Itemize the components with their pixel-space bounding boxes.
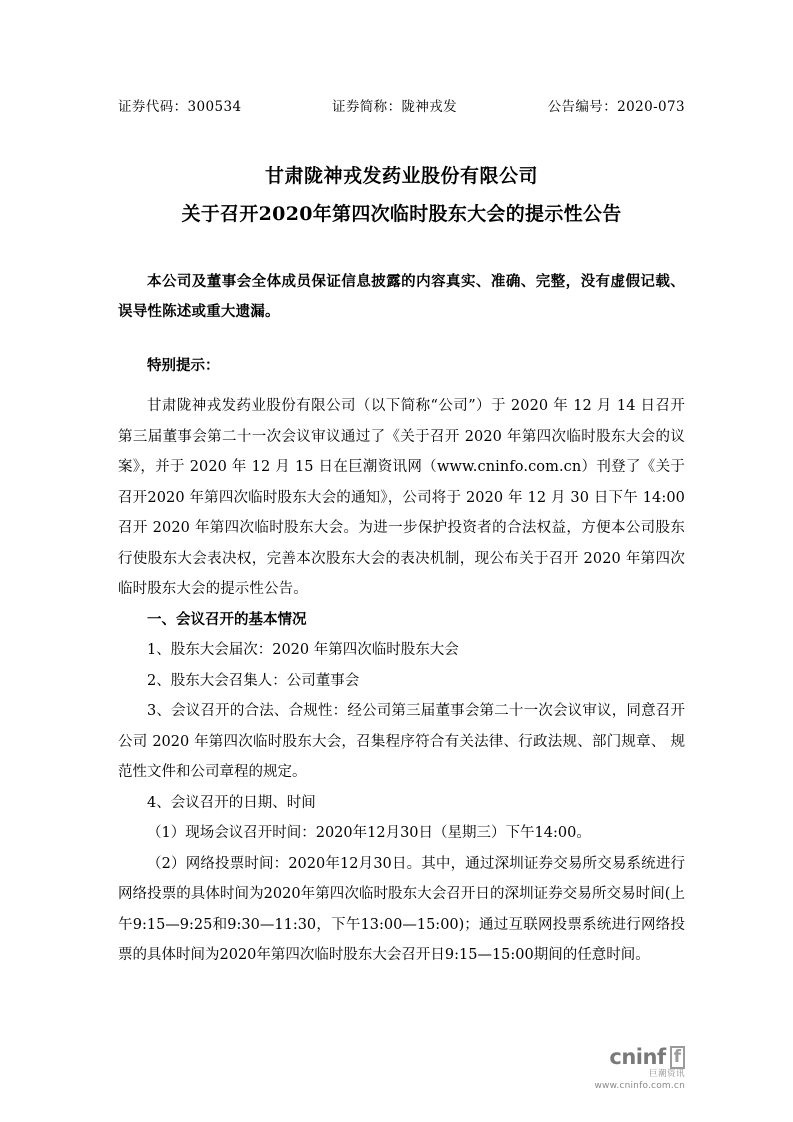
- section-one-item-2: 2、股东大会召集人：公司董事会: [147, 672, 360, 689]
- section-one-heading: 一、会议召开的基本情况: [147, 610, 307, 628]
- section-one-item-4-2: （2）网络投票时间：2020年12月30日。其中，通过深圳证券交易所交易系统进行网络投票的具体时间为2020年第四次临时股东大会召开日的深圳证券交易所交易时间(上午9:15—9:25和9:30—11:30，下午13:00—15:00)；通过互联网投票系统进行网络投票的具体时间为2020年第四次临时股东大会召开日9:15—15:00期间的任意时间。: [118, 855, 685, 963]
- intro-paragraph: 甘肃陇神戎发药业股份有限公司（以下简称“公司”）于 2020 年 12 月 14 日召开第三届董事会第二十一次会议审议通过了《关于召开 2020 年第四次临时股东大会的议案》，并于 2020 年 12 月 15 日在巨潮资讯网（www.cninfo.com.cn）刊登了《关于召开2020 年第四次临时股东大会的通知》，公司将于 2020 年 12 月 30 日下午 14:00 召开 2020 年第四次临时股东大会。为进一步保护投资者的合法权益，方便本公司股东行使股东大会表决权，完善本次股东大会的表决机制，现公布关于召开 2020 年第四次临时股东大会的提示性公告。: [118, 398, 685, 597]
- section-one-item-3: 3、会议召开的合法、合规性：经公司第三届董事会第二十一次会议审议，同意召开公司 2020 年第四次临时股东大会，召集程序符合有关法律、行政法规、部门规章、 规范性文件和公司章程的规定。: [118, 703, 685, 780]
- security-code: 证券代码：300534: [118, 99, 242, 115]
- section-one-item-1: 1、股东大会届次：2020 年第四次临时股东大会: [147, 642, 459, 658]
- section-one-item-4: 4、会议召开的日期、时间: [147, 794, 316, 811]
- cninfo-logo-subtitle: 巨潮资讯: [648, 1068, 685, 1079]
- document-title-line1: 甘肃陇神戎发药业股份有限公司: [264, 165, 538, 187]
- special-notice-heading: 特别提示：: [147, 357, 220, 374]
- document-header: [118, 95, 685, 115]
- footer-branding: [595, 1046, 686, 1092]
- section-one-item-4-1: （1）现场会议召开时间：2020年12月30日（星期三）下午14:00。: [147, 825, 591, 841]
- disclosure-statement: 本公司及董事会全体成员保证信息披露的内容真实、准确、完整，没有虚假记载、误导性陈述或重大遗漏。: [118, 273, 685, 320]
- document-title-line2: 关于召开2020年第四次临时股东大会的提示性公告: [181, 203, 622, 225]
- cninfo-logo-mark: f: [670, 1046, 685, 1069]
- security-abbreviation: 证券简称：陇神戎发: [331, 99, 458, 115]
- notice-number: 公告编号：2020-073: [547, 99, 685, 115]
- cninfo-url: www.cninfo.com.cn: [594, 1081, 685, 1092]
- cninfo-logo-text: cninf: [609, 1044, 666, 1069]
- cninfo-logo: [595, 1046, 686, 1069]
